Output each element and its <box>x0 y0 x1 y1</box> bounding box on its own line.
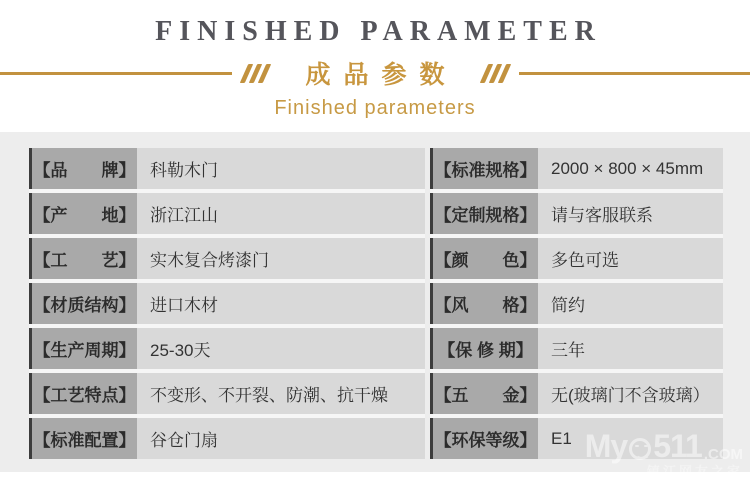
parameter-label: 【标准规格】 <box>430 148 538 189</box>
parameter-value: 简约 <box>551 296 585 315</box>
parameter-label: 【五 金】 <box>430 373 538 414</box>
parameter-label: 【颜 色】 <box>430 238 538 279</box>
parameter-label: 【品 牌】 <box>29 148 137 189</box>
watermark-brand-domain: .COM <box>703 446 743 463</box>
parameter-value: 三年 <box>551 341 585 360</box>
right-parameter-column <box>430 148 723 459</box>
parameter-row <box>29 283 425 324</box>
parameter-row <box>430 328 723 369</box>
decorative-line-left <box>0 72 232 75</box>
parameter-value: 请与客服联系 <box>551 206 653 225</box>
parameter-label: 【标准配置】 <box>29 418 137 459</box>
parameter-row <box>430 418 723 459</box>
parameter-label: 【材质结构】 <box>29 283 137 324</box>
left-parameter-column <box>29 148 425 459</box>
watermark-brand-number: 511 <box>653 428 702 464</box>
parameter-row <box>430 373 723 414</box>
section-title-row <box>0 57 750 89</box>
parameter-value: 不变形、不开裂、防潮、抗干燥 <box>150 386 388 405</box>
watermark-brand-prefix: My <box>584 428 628 464</box>
watermark-tagline: 镇江网友之家 <box>646 464 743 479</box>
parameter-value: 科勒木门 <box>150 161 218 180</box>
parameter-row <box>29 328 425 369</box>
parameter-row <box>430 283 723 324</box>
parameter-row <box>430 193 723 234</box>
parameter-value: 25-30天 <box>150 341 211 360</box>
parameter-value: E1 <box>551 428 572 448</box>
section-subtitle: Finished parameters <box>274 97 476 119</box>
parameter-row <box>29 193 425 234</box>
parameter-value: 谷仓门扇 <box>150 431 218 450</box>
slash-decoration-right-icon <box>482 64 509 83</box>
parameters-section <box>0 132 750 472</box>
parameter-label: 【定制规格】 <box>430 193 538 234</box>
parameter-value: 实木复合烤漆门 <box>150 251 269 270</box>
parameter-value: 2000 × 800 × 45mm <box>551 158 704 178</box>
parameter-row <box>430 238 723 279</box>
parameter-row <box>430 148 723 189</box>
parameter-label: 【工艺特点】 <box>29 373 137 414</box>
parameter-label: 【工 艺】 <box>29 238 137 279</box>
parameter-label: 【风 格】 <box>430 283 538 324</box>
parameter-value: 进口木材 <box>150 296 218 315</box>
parameter-value: 无(玻璃门不含玻璃） <box>551 386 710 405</box>
parameter-value: 浙江江山 <box>150 206 218 225</box>
parameter-label: 【环保等级】 <box>430 418 538 459</box>
parameter-row <box>29 238 425 279</box>
parameter-label: 【产 地】 <box>29 193 137 234</box>
parameter-label: 【保 修 期】 <box>430 328 538 369</box>
section-title-chinese: 成品参数 <box>305 61 458 89</box>
slash-decoration-left-icon <box>242 64 269 83</box>
parameter-row <box>29 148 425 189</box>
parameter-label: 【生产周期】 <box>29 328 137 369</box>
decorative-line-right <box>519 72 750 75</box>
parameter-row <box>29 373 425 414</box>
page-title: FINISHED PARAMETER <box>155 16 602 47</box>
parameter-row <box>29 418 425 459</box>
parameter-value: 多色可选 <box>551 251 619 270</box>
